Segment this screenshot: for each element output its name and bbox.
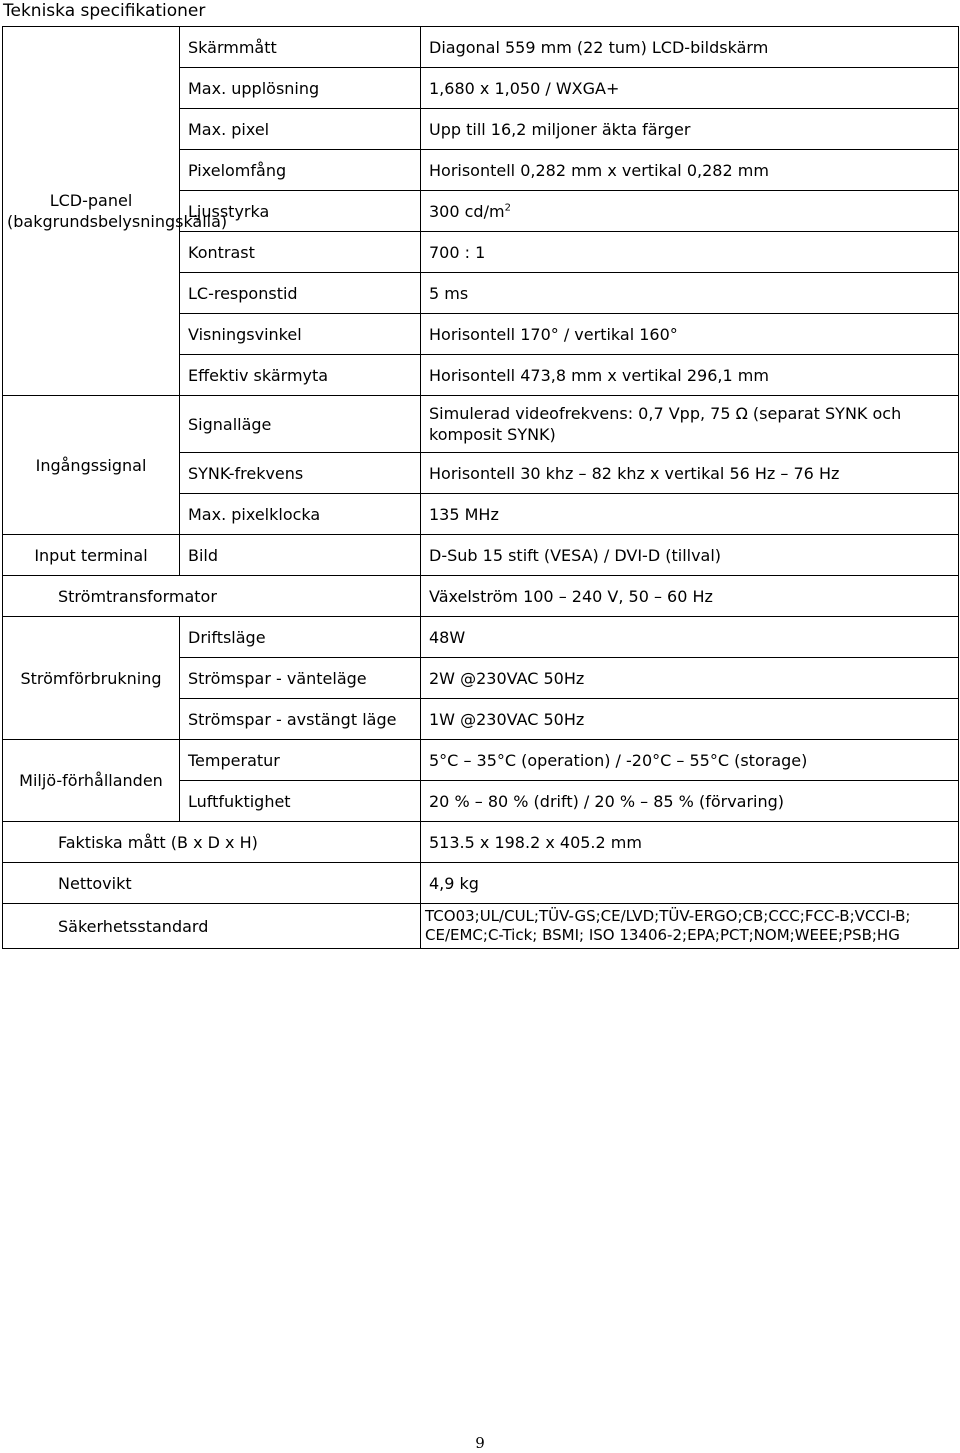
spec-value: TCO03;UL/CUL;TÜV-GS;CE/LVD;TÜV-ERGO;CB;CCC;FCC-B;VCCI-B; CE/EMC;C-Tick; BSMI; ISO 13406-2;EPA;PCT;NOM;WEEE;PSB;HG [421,904,959,949]
spec-value [421,191,959,232]
table-row [3,617,959,658]
spec-value: 48W [421,617,959,658]
spec-label: Bild [180,535,421,576]
spec-label: Max. pixelklocka [180,494,421,535]
category-input-terminal: Input terminal [3,535,180,576]
table-row [3,396,959,453]
brightness-value: 300 cd/m [429,201,505,221]
category-power-consumption: Strömförbrukning [3,617,180,740]
table-row [3,27,959,68]
page-number: 9 [475,1434,485,1452]
spec-label: SYNK-frekvens [180,453,421,494]
spec-label: Visningsvinkel [180,314,421,355]
spec-label: Kontrast [180,232,421,273]
spec-value: 5 ms [421,273,959,314]
spec-value: Simulerad videofrekvens: 0,7 Vpp, 75 Ω (separat SYNK och komposit SYNK) [421,396,959,453]
category-lcd-panel: LCD-panel (bakgrundsbelysningskälla) [3,27,180,396]
spec-label: Ljusstyrka [180,191,421,232]
spec-value: Upp till 16,2 miljoner äkta färger [421,109,959,150]
brightness-superscript: 2 [504,202,511,214]
spec-value: 513.5 x 198.2 x 405.2 mm [421,822,959,863]
spec-label: Temperatur [180,740,421,781]
spec-value: Växelström 100 – 240 V, 50 – 60 Hz [421,576,959,617]
table-row [3,822,959,863]
spec-value: 20 % – 80 % (drift) / 20 % – 85 % (förvaring) [421,781,959,822]
spec-value: 2W @230VAC 50Hz [421,658,959,699]
spec-label: Luftfuktighet [180,781,421,822]
spec-label: Effektiv skärmyta [180,355,421,396]
spec-label: LC-responstid [180,273,421,314]
table-row [3,904,959,949]
page-title: Tekniska specifikationer [3,1,206,21]
spec-label: Signalläge [180,396,421,453]
spec-value: 700 : 1 [421,232,959,273]
spec-value: 1,680 x 1,050 / WXGA+ [421,68,959,109]
spec-label: Max. upplösning [180,68,421,109]
table-row [3,740,959,781]
spec-value: 4,9 kg [421,863,959,904]
spec-value: 135 MHz [421,494,959,535]
spec-label: Nettovikt [3,863,421,904]
spec-value: 1W @230VAC 50Hz [421,699,959,740]
category-environment: Miljö-förhållanden [3,740,180,822]
spec-label: Strömspar - avstängt läge [180,699,421,740]
spec-label: Faktiska mått (B x D x H) [3,822,421,863]
spec-value: D-Sub 15 stift (VESA) / DVI-D (tillval) [421,535,959,576]
spec-value: Horisontell 473,8 mm x vertikal 296,1 mm [421,355,959,396]
spec-label: Strömspar - vänteläge [180,658,421,699]
spec-value: Horisontell 170° / vertikal 160° [421,314,959,355]
spec-label: Pixelomfång [180,150,421,191]
spec-value: Horisontell 30 khz – 82 khz x vertikal 56 Hz – 76 Hz [421,453,959,494]
spec-label: Skärmmått [180,27,421,68]
spec-table [2,26,959,949]
spec-value: 5°C – 35°C (operation) / -20°C – 55°C (storage) [421,740,959,781]
spec-value: Horisontell 0,282 mm x vertikal 0,282 mm [421,150,959,191]
category-input-signal: Ingångssignal [3,396,180,535]
spec-label: Säkerhetsstandard [3,904,421,949]
spec-label: Driftsläge [180,617,421,658]
spec-label: Max. pixel [180,109,421,150]
table-row [3,863,959,904]
spec-label: Strömtransformator [3,576,421,617]
table-row [3,576,959,617]
spec-value: Diagonal 559 mm (22 tum) LCD-bildskärm [421,27,959,68]
table-row [3,535,959,576]
